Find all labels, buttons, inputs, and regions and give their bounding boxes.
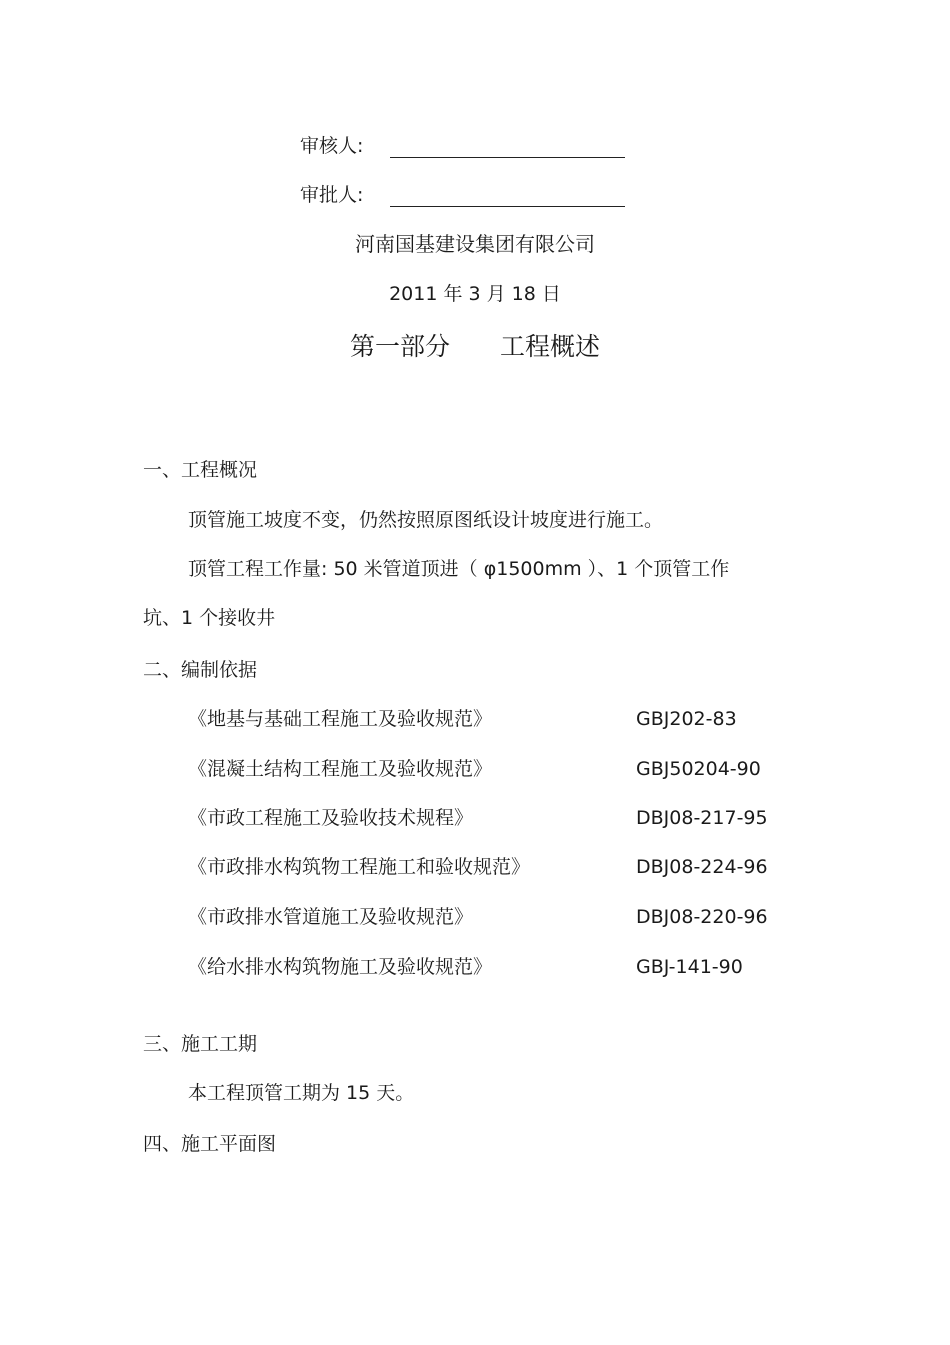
section-heading-schedule: 三、施工工期 <box>143 1033 258 1055</box>
part-name: 工程概述 <box>500 332 601 361</box>
standard-code: DBJ08-220-96 <box>636 906 768 928</box>
standard-code: DBJ08-224-96 <box>636 856 768 878</box>
reviewer-signature-row <box>300 134 388 158</box>
standard-name: 《市政排水构筑物工程施工和验收规范》 <box>188 856 531 878</box>
section-heading-basis: 二、编制依据 <box>143 659 258 681</box>
standard-code: DBJ08-217-95 <box>636 807 768 829</box>
section-heading-overview: 一、工程概况 <box>143 459 258 481</box>
overview-paragraph-2: 顶管工程工作量: 50 米管道顶进（ φ1500mm ）、1 个顶管工作 <box>188 558 730 580</box>
standard-name: 《给水排水构筑物施工及验收规范》 <box>188 956 493 978</box>
part-title <box>0 331 950 363</box>
standard-name: 《市政排水管道施工及验收规范》 <box>188 906 474 928</box>
document-date: 2011 年 3 月 18 日 <box>389 283 561 305</box>
overview-paragraph-2-continued: 坑、1 个接收井 <box>143 607 276 629</box>
standard-code: GBJ202-83 <box>636 708 737 730</box>
approver-signature-line <box>390 206 625 207</box>
approver-signature-row <box>300 183 388 207</box>
approver-label: 审批人: <box>300 184 364 206</box>
standard-code: GBJ50204-90 <box>636 758 761 780</box>
schedule-paragraph: 本工程顶管工期为 15 天。 <box>188 1082 415 1104</box>
section-heading-site-plan: 四、施工平面图 <box>143 1133 277 1155</box>
standard-name: 《地基与基础工程施工及验收规范》 <box>188 708 493 730</box>
company-name: 河南国基建设集团有限公司 <box>355 232 595 256</box>
standard-name: 《市政工程施工及验收技术规程》 <box>188 807 474 829</box>
part-number: 第一部分 <box>349 332 450 361</box>
overview-paragraph-1: 顶管施工坡度不变，仍然按照原图纸设计坡度进行施工。 <box>188 509 664 531</box>
standard-code: GBJ-141-90 <box>636 956 743 978</box>
reviewer-label: 审核人: <box>300 135 364 157</box>
standard-name: 《混凝土结构工程施工及验收规范》 <box>188 758 493 780</box>
reviewer-signature-line <box>390 157 625 158</box>
